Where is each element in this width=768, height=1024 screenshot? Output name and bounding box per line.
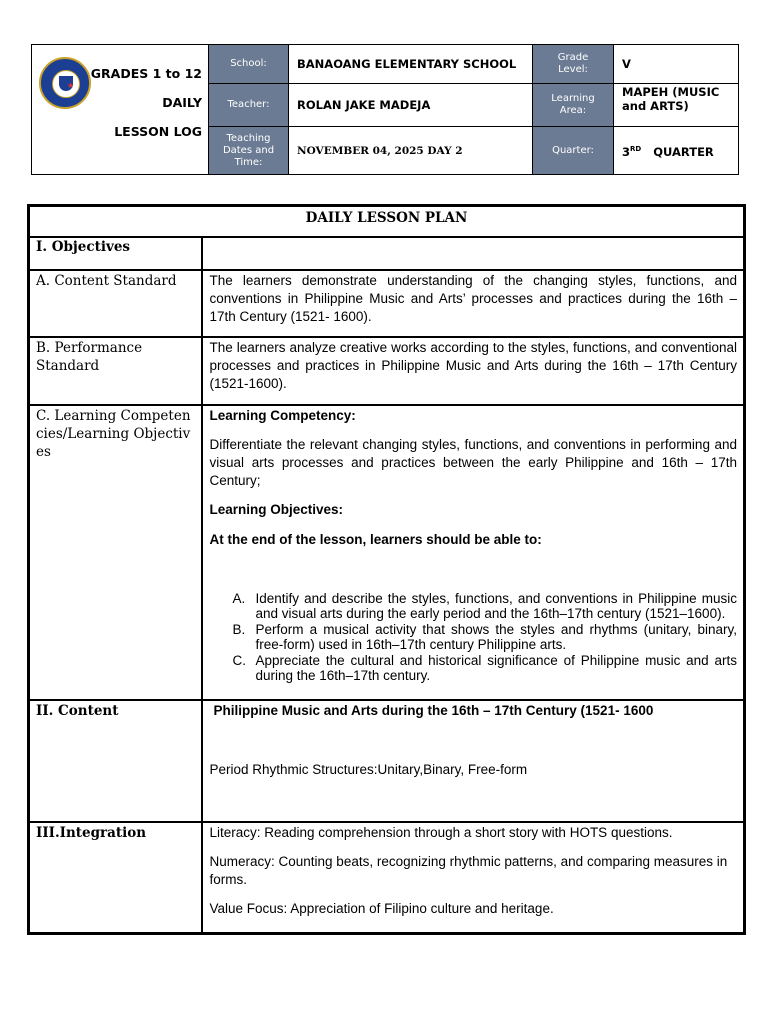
- integration-values: Value Focus: Appreciation of Filipino culture and heritage.: [209, 900, 554, 916]
- content-standard-text: The learners demonstrate understanding of the changing styles, functions, and conventions in Philippine Music and Arts’ processes and practices during the 16th – 17th Century (1521- 1600).: [202, 270, 745, 337]
- header-logo-cell: [32, 45, 209, 175]
- objective-text: Perform a musical activity that shows the styles and rhythms (unitary, binary, free-form) used in 16th–17th century Philippine arts.: [255, 621, 737, 652]
- content-title: Philippine Music and Arts during the 16th – 17th Century (1521- 1600: [213, 702, 654, 718]
- quarter-word: QUARTER: [653, 144, 714, 159]
- grade-level-value: V: [614, 45, 739, 84]
- teaching-dates-value: NOVEMBER 04, 2025 DAY 2: [289, 127, 533, 175]
- header-title-line1: GRADES 1 to 12: [90, 66, 202, 81]
- header-table: [31, 44, 739, 175]
- area-label-line1: Learning: [551, 93, 595, 104]
- integration-numeracy: Numeracy: Counting beats, recognizing rhythmic patterns, and comparing measures in forms.: [209, 853, 728, 887]
- grade-label-line2: Level:: [558, 64, 588, 75]
- objective-marker: A.: [232, 590, 246, 606]
- area-value-line2: and ARTS): [622, 99, 689, 113]
- learning-area-value: [614, 84, 739, 127]
- school-label: School:: [209, 45, 289, 84]
- lesson-plan-title: DAILY LESSON PLAN: [29, 206, 745, 237]
- header-title-line2: DAILY: [162, 95, 202, 110]
- content-text: Period Rhythmic Structures:Unitary,Binary, Free-form: [209, 761, 528, 777]
- teaching-dates-label: [209, 127, 289, 175]
- performance-standard-text: The learners analyze creative works according to the styles, functions, and conventional processes and practices in Philippine Music and Arts during the 16th – 17th Century (1521-1600).: [202, 337, 745, 405]
- school-value: BANAOANG ELEMENTARY SCHOOL: [289, 45, 533, 84]
- objective-item: [232, 590, 738, 622]
- objective-marker: B.: [232, 621, 246, 637]
- objective-item: [232, 621, 738, 653]
- competency-heading: Learning Competency:: [209, 407, 356, 423]
- quarter-suffix: RD: [630, 145, 642, 154]
- objectives-label: I. Objectives: [29, 237, 202, 270]
- objectives-heading: Learning Objectives:: [209, 501, 344, 517]
- area-value-line1: MAPEH (MUSIC: [622, 85, 720, 99]
- content-standard-label: A. Content Standard: [29, 270, 202, 337]
- objectives-list: [210, 591, 738, 684]
- objective-marker: C.: [232, 652, 246, 668]
- objectives-value: [202, 237, 745, 270]
- dates-label-line1: Teaching: [226, 132, 271, 144]
- deped-seal-logo: ★: [39, 57, 91, 109]
- teacher-value: ROLAN JAKE MADEJA: [289, 84, 533, 127]
- learning-competencies-label: C. Learning Competencies/Learning Objectives: [29, 405, 202, 700]
- integration-literacy: Literacy: Reading comprehension through a short story with HOTS questions.: [209, 824, 673, 840]
- teacher-label: Teacher:: [209, 84, 289, 127]
- performance-standard-label: B. Performance Standard: [29, 337, 202, 405]
- content-cell: [202, 700, 745, 822]
- objective-text: Appreciate the cultural and historical significance of Philippine music and arts during the 16th–17th century.: [255, 652, 737, 683]
- quarter-value: [614, 127, 739, 175]
- learning-competencies-cell: [202, 405, 745, 700]
- header-title-line3: LESSON LOG: [114, 124, 202, 139]
- grade-level-label: [533, 45, 614, 84]
- competency-text: Differentiate the relevant changing styles, functions, and conventions in performing and visual arts processes and practices between the early Philippine and 16th – 17th Century;: [209, 436, 737, 488]
- quarter-number: 3: [622, 144, 631, 159]
- dates-label-line3: Time:: [234, 156, 263, 168]
- lesson-plan-table: [27, 204, 746, 935]
- integration-label: III.Integration: [29, 822, 202, 934]
- dates-label-line2: Dates and: [222, 144, 275, 156]
- integration-cell: [202, 822, 745, 934]
- learning-area-label: [533, 84, 614, 127]
- content-label: II. Content: [29, 700, 202, 822]
- grade-label-line1: Grade: [557, 52, 589, 63]
- objectives-intro: At the end of the lesson, learners should be able to:: [209, 531, 542, 547]
- quarter-label: Quarter:: [533, 127, 614, 175]
- objective-text: Identify and describe the styles, functions, and conventions in Philippine music and visual arts during the early period and the 16th–17th century (1521–1600).: [255, 590, 737, 621]
- area-label-line2: Area:: [559, 105, 587, 116]
- objective-item: [232, 652, 738, 684]
